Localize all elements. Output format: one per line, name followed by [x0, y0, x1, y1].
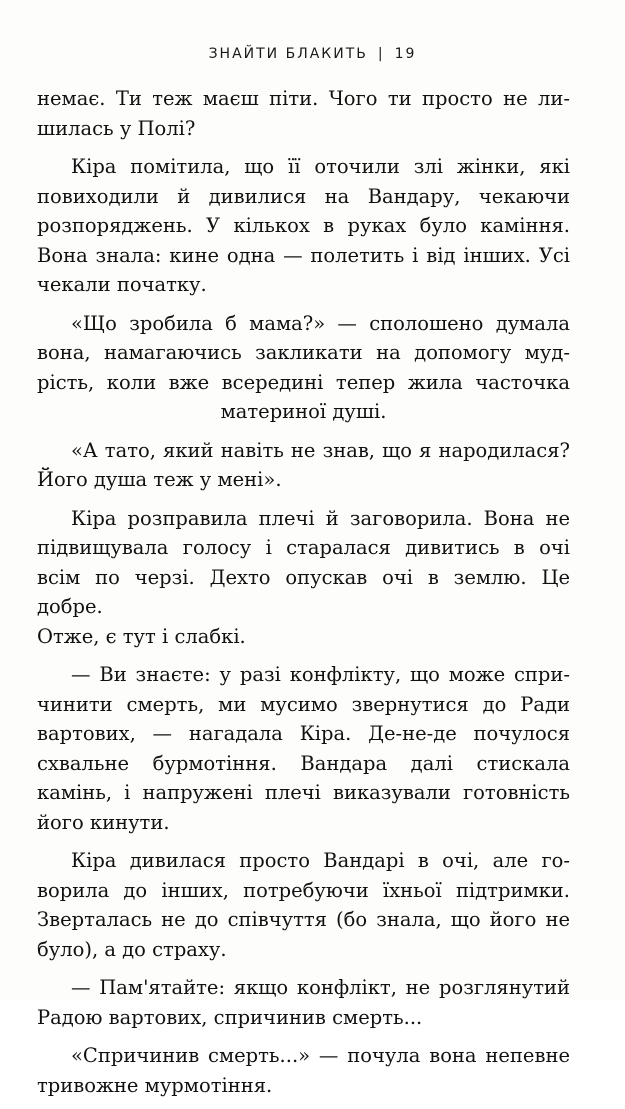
text-line: Кіра помітила, що її оточили злі жінки, які — [71, 155, 570, 178]
text-line: рість, коли вже всередині тепер жила часточка — [37, 370, 570, 394]
paragraph-9 — [37, 1041, 570, 1100]
chapter-title: ЗНАЙТИ БЛАКИТЬ — [208, 46, 368, 62]
text-line: всім по черзі. Дехто опускав очі в землю. Це добре. — [37, 565, 570, 618]
text-line: «А тато, який навіть не знав, що я народилася? — [71, 438, 570, 462]
text-line: тривожне мурмотіння. — [37, 1073, 273, 1097]
text-line: Зверталась не до співчуття (бо знала, що його не — [37, 908, 570, 931]
text-line: шилась у Полі? — [37, 116, 196, 140]
paragraph-6 — [37, 660, 570, 837]
text-line: чекали початку. — [37, 273, 207, 296]
text-line: — Пам'ятайте: якщо конфлікт, не розглянутий — [71, 976, 570, 999]
text-line: Кіра розправила плечі й заговорила. Вона не — [71, 506, 570, 530]
body-text — [37, 84, 570, 1109]
text-line: було), а до страху. — [37, 937, 227, 961]
text-line: Отже, є тут і слабкі. — [37, 624, 246, 648]
paragraph-4 — [37, 436, 570, 495]
text-line: вона, намагаючись закликати на допомогу муд- — [37, 341, 570, 364]
text-line: чинити смерть, ми мусимо звернутися до Ради — [37, 692, 570, 716]
text-line: повиходили й дивилися на Вандару, чекаючи — [37, 184, 570, 208]
text-line: Кіра дивилася просто Вандарі в очі, але го- — [71, 849, 570, 872]
text-line: ворила до інших, потребуючи їхньої підтримки. — [37, 878, 570, 902]
text-line: «Спричинив смерть...» — почула вона непевне — [71, 1044, 570, 1067]
header-separator: | — [377, 46, 385, 62]
paragraph-5 — [37, 504, 570, 652]
paragraph-2 — [37, 152, 570, 300]
text-line: Вона знала: кине одна — полетить і від інших. Усі — [37, 243, 570, 267]
paragraph-1 — [37, 84, 570, 143]
text-line: Його душа теж у мені». — [37, 468, 282, 491]
text-line: немає. Ти теж маєш піти. Чого ти просто не ли- — [37, 87, 570, 110]
text-line: розпоряджень. У кількох в руках було каміння. — [37, 214, 570, 237]
text-line: «Що зробила б мама?» — сполошено думала — [71, 311, 570, 335]
text-line: вартових, — нагадала Кіра. Де-не-де почулося — [37, 722, 570, 745]
page-number: 19 — [394, 46, 417, 62]
text-line: схвальне бурмотіння. Вандара далі стискала — [37, 751, 570, 775]
paragraph-8 — [37, 973, 570, 1032]
text-line: Радою вартових, спричинив смерть... — [37, 1005, 423, 1029]
paragraph-7 — [37, 846, 570, 964]
running-head — [0, 46, 625, 62]
text-line: камінь, і напружені плечі виказували готовність — [37, 781, 570, 804]
paragraph-3 — [37, 309, 570, 427]
text-line: материної душі. — [220, 400, 387, 423]
text-line: його кинути. — [37, 810, 170, 834]
text-line: підвищувала голосу і старалася дивитись в очі — [37, 536, 570, 559]
text-line: — Ви знаєте: у разі конфлікту, що може спри- — [71, 663, 570, 686]
